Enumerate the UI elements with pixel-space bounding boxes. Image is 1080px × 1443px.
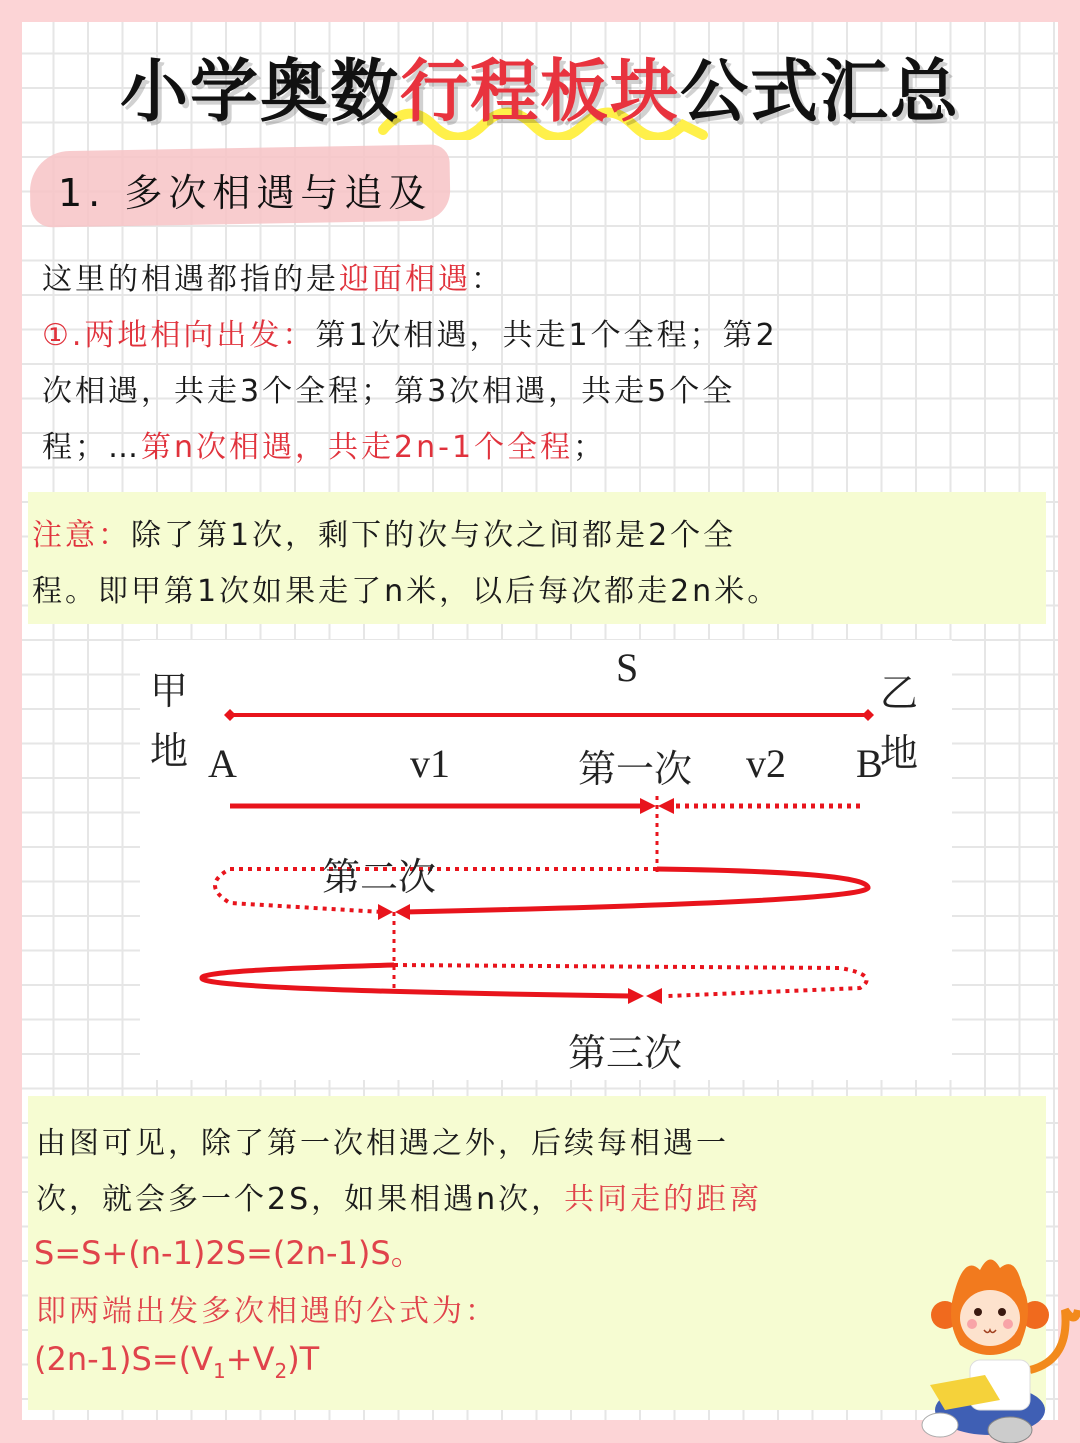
note-line2: 程。即甲第1次如果走了n米，以后每次都走2n米。 [32,574,781,609]
intro-line [42,254,504,298]
section-heading: 1. 多次相遇与追及 [58,171,433,215]
meeting-diagram [140,640,952,1080]
formula-suffix: )T [287,1340,320,1378]
conclusion-line2-prefix: 次，就会多一个2S，如果相遇n次， [36,1182,565,1217]
speed-2-label: v2 [746,741,786,786]
conclusion-line1: 由图可见，除了第一次相遇之外，后续每相遇一 [36,1126,729,1161]
intro-highlight: 迎面相遇 [339,262,471,297]
intro-prefix: 这里的相遇都指的是 [42,262,339,297]
monkey-mascot-icon [910,1250,1080,1443]
formula-sub-2: 2 [274,1359,288,1383]
title-container [0,0,1080,140]
formula-mid: +V [225,1340,275,1378]
place-a-label-2: 地 [150,729,189,773]
distance-formula: S=S+(n-1)2S=(2n-1)S。 [34,1234,423,1272]
point1-line3-prefix: 程；… [42,430,141,465]
point1-label: ①.两地相向出发： [42,318,316,353]
title-part-3: 公式汇总 [680,53,961,132]
place-b-label-1: 乙 [880,671,919,715]
meeting-formula [34,1340,319,1383]
place-b-label-2: 地 [880,731,919,775]
page-title [0,38,1080,135]
meet-3-label: 第三次 [568,1031,683,1075]
meeting-diagram-lines [140,640,952,1080]
place-a-label-1: 甲 [150,669,189,713]
intro-suffix: ： [471,262,504,297]
title-part-2-highlight: 行程板块 [399,53,680,132]
point1-text1: 第1次相遇，共走1个全程；第2 [315,318,778,353]
point1-line3-suffix: ； [573,430,607,465]
formula-prefix: (2n-1)S=(V [34,1340,214,1378]
point-b-label: B [856,741,883,786]
note-line1 [32,510,736,554]
point-a-label: A [208,741,237,786]
note-text1: 除了第1次，剩下的次与次之间都是2个全 [131,518,737,553]
formula-sub-1: 1 [213,1359,226,1383]
conclusion-line4: 即两端出发多次相遇的公式为： [36,1294,498,1329]
point1-line3 [42,422,606,466]
point1-line3-highlight: 第n次相遇，共走2n-1个全程 [141,430,574,465]
distance-label: S [616,645,639,690]
note-label: 注意： [32,518,131,553]
meet-2-label: 第二次 [322,855,437,899]
conclusion-line2-highlight: 共同走的距离 [564,1182,763,1217]
point1-line1 [42,310,778,354]
point1-line2: 次相遇，共走3个全程；第3次相遇，共走5个全 [42,374,736,409]
meet-1-label: 第一次 [578,747,693,791]
title-part-1: 小学奥数 [119,53,400,132]
conclusion-line2 [36,1174,762,1218]
speed-1-label: v1 [410,741,450,786]
